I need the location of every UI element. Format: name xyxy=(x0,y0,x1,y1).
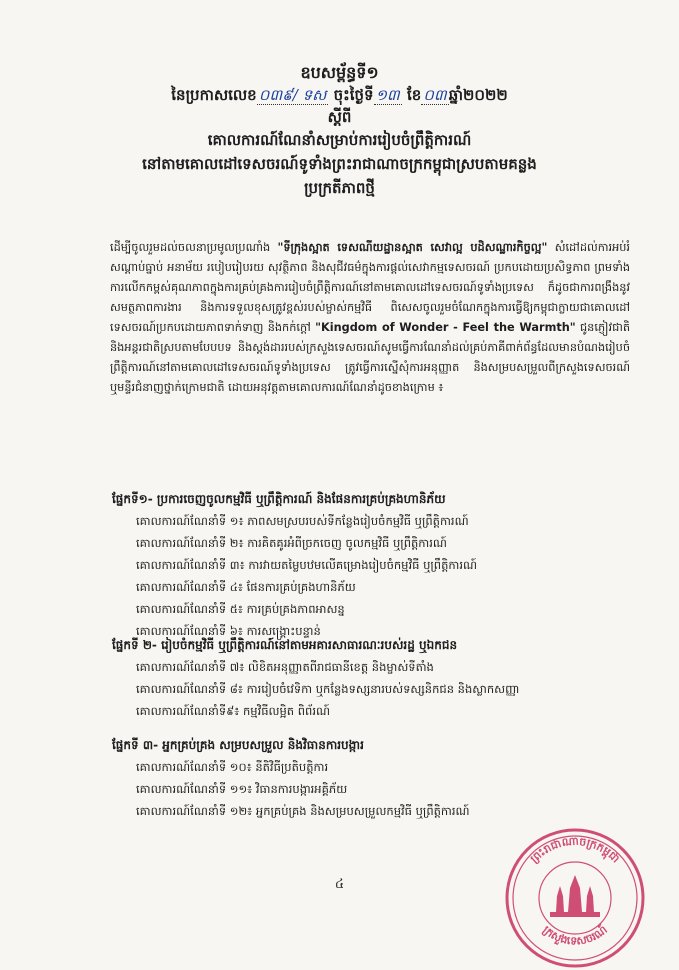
about-label: ស្តីពី xyxy=(327,108,352,126)
intro-start: ដើម្បីចូលរួមដល់ចលនាប្រមូលប្រណាំង xyxy=(110,241,271,254)
section-title: ផ្នែកទី១- ប្រការចេញចូលកម្មវិធី ឬព្រឹត្តិការណ៍ និងផែនការគ្រប់គ្រងហានិភ័យ xyxy=(112,492,446,506)
guideline-item: គោលការណ៍ណែនាំទី៩៖ កម្មវិធីលម្អិត ពិព័រណ៍ xyxy=(136,704,331,718)
year-value: ២០២២ xyxy=(463,86,508,104)
intro-paragraph xyxy=(110,238,630,398)
campaign-quote: "ទីក្រុងស្អាត ទេសណីយដ្ឋានស្អាត សេវាល្អ បដិសណ្ឋារកិច្ចល្អ" xyxy=(277,241,548,254)
angkor-temple-icon xyxy=(550,875,600,917)
guideline-item: គោលការណ៍ណែនាំទី ៤៖ ផែនការគ្រប់គ្រងហានិភ័យ xyxy=(136,580,356,594)
annex-title: ឧបសម្ព័ន្ធទី១ xyxy=(300,63,379,82)
day-value: ១៣ xyxy=(375,86,400,104)
document-title-line-2: នៅតាមគោលដៅទេសចរណ៍ទូទាំងព្រះរាជាណាចក្រកម្ពុជាស្របតាមគន្លង xyxy=(142,155,537,173)
document-header xyxy=(0,62,679,200)
guideline-item: គោលការណ៍ណែនាំទី ៧៖ លិខិតអនុញ្ញាតពីរាជធានីខេត្ត និងម្ចាស់ទីតាំង xyxy=(136,660,434,674)
section-1 xyxy=(112,488,622,642)
guideline-item: គោលការណ៍ណែនាំទី ៦៖ ការសង្គ្រោះបន្ទាន់ xyxy=(136,624,321,638)
guideline-item: គោលការណ៍ណែនាំទី ១១៖ វិធានការបង្ការអគ្គិភ័យ xyxy=(136,782,348,796)
slogan-text: "Kingdom of Wonder - Feel the Warmth" xyxy=(315,321,576,334)
year-label: ឆ្នាំ xyxy=(448,86,463,104)
guideline-item: គោលការណ៍ណែនាំទី ៥៖ ការគ្រប់គ្រងភាពអាសន្ន xyxy=(136,602,345,616)
page-number: ៤ xyxy=(334,877,345,892)
prakas-reference-line xyxy=(0,84,679,106)
guideline-item: គោលការណ៍ណែនាំទី ១២៖ អ្នកគ្រប់គ្រង និងសម្របសម្រួលកម្មវិធី ឬព្រឹត្តិការណ៍ xyxy=(136,804,470,818)
section-2 xyxy=(112,634,622,722)
document-title-line-3: ប្រក្រតីភាពថ្មី xyxy=(304,179,375,197)
guideline-item: គោលការណ៍ណែនាំទី ១០៖ នីតិវិធីប្រតិបត្តិការ xyxy=(136,760,329,774)
prakas-number: ០៣៩/ ទស xyxy=(258,86,327,104)
day-label: ចុះថ្ងៃទី xyxy=(333,86,374,104)
guideline-item: គោលការណ៍ណែនាំទី ២៖ ការគិតគូរអំពីច្រកចេញ ចូលកម្មវិធី ឬព្រឹត្តិការណ៍ xyxy=(136,536,447,550)
intro-end: ជូនភ្ញៀវជាតិ និងអន្តរជាតិស្របតាមបែបបទ និងស្តង់ដាររបស់ក្រសួងទេសចរណ៍សូមធ្វើការណែនាំដល់គ្រប់ភាគីពាក់ព័ន្ធដែលមានបំណងរៀបចំព្រឹត្តិការណ៍នៅតាមគោលដៅទេសចរណ៍ទូទាំងប្រទេស ត្រូវធ្វើការស្នើសុំការអនុញ្ញាត និងសម្របសម្រួលពីក្រសួងទេសចរណ៍ ឬមន្ទីរជំនាញថ្នាក់ក្រោមជាតិ ដោយអនុវត្តតាមគោលការណ៍ណែនាំដូចខាងក្រោម ៖ xyxy=(110,321,630,394)
intro-main: សំដៅដល់ការអប់រំ សណ្តាប់ធ្នាប់ អនាម័យ របៀបរៀបរយ សុវត្ថិភាព និងសុជីវធម៌ក្នុងការផ្តល់សេវាកម្មទេសចរណ៍ ប្រកបដោយប្រសិទ្ធភាព ព្រមទាំងការលើកកម្ពស់គុណភាពក្នុងការគ្រប់គ្រងការរៀបចំព្រឹត្តិការណ៍នៅតាមគោលដៅទេសចរណ៍ទូទាំងប្រទេស ក៏ដូចជាការពង្រឹងនូវសមត្ថភាពការងារ និងការទទួលខុសត្រូវខ្ពស់របស់ម្ចាស់កម្មវិធី ពិសេសចូលរួមចំណែកក្នុងការធ្វើឱ្យកម្ពុជាក្លាយជាគោលដៅទេសចរណ៍ប្រកបដោយភាពទាក់ទាញ និងកក់ក្តៅ xyxy=(110,241,631,334)
month-label: ខែ xyxy=(406,86,422,104)
section-3 xyxy=(112,734,622,822)
section-title: ផ្នែកទី ៣- អ្នកគ្រប់គ្រង សម្របសម្រួល និងវិធានការបង្ការ xyxy=(112,738,364,752)
seal-graphic xyxy=(500,820,650,970)
ministry-seal-stamp xyxy=(500,820,650,970)
section-title: ផ្នែកទី ២- រៀបចំកម្មវិធី ឬព្រឹត្តិការណ៍នៅតាមអគារសាធារណៈរបស់រដ្ឋ ឬឯកជន xyxy=(112,638,458,652)
document-title-line-1: គោលការណ៍ណែនាំសម្រាប់ការរៀបចំព្រឹត្តិការណ៍ xyxy=(207,131,472,149)
seal-top-text: ព្រះរាជាណាចក្រកម្ពុជា xyxy=(527,834,623,866)
seal-bottom-text: ក្រសួងទេសចរណ៍ xyxy=(540,923,610,948)
guideline-item: គោលការណ៍ណែនាំទី ៣៖ ការវាយតម្លៃបឋមលើគម្រោងរៀបចំកម្មវិធី ឬព្រឹត្តិការណ៍ xyxy=(136,558,478,572)
prakas-prefix: នៃប្រកាសលេខ xyxy=(171,86,257,104)
guideline-item: គោលការណ៍ណែនាំទី ១៖ ភាពសមស្របរបស់ទីកន្លែងរៀបចំកម្មវិធី ឬព្រឹត្តិការណ៍ xyxy=(136,514,469,528)
guideline-item: គោលការណ៍ណែនាំទី ៨៖ ការរៀបចំវេទិកា ឬកន្លែងទស្សនារបស់ទស្សនិកជន និងស្លាកសញ្ញា xyxy=(136,682,520,696)
month-value: ០៣ xyxy=(423,86,447,104)
